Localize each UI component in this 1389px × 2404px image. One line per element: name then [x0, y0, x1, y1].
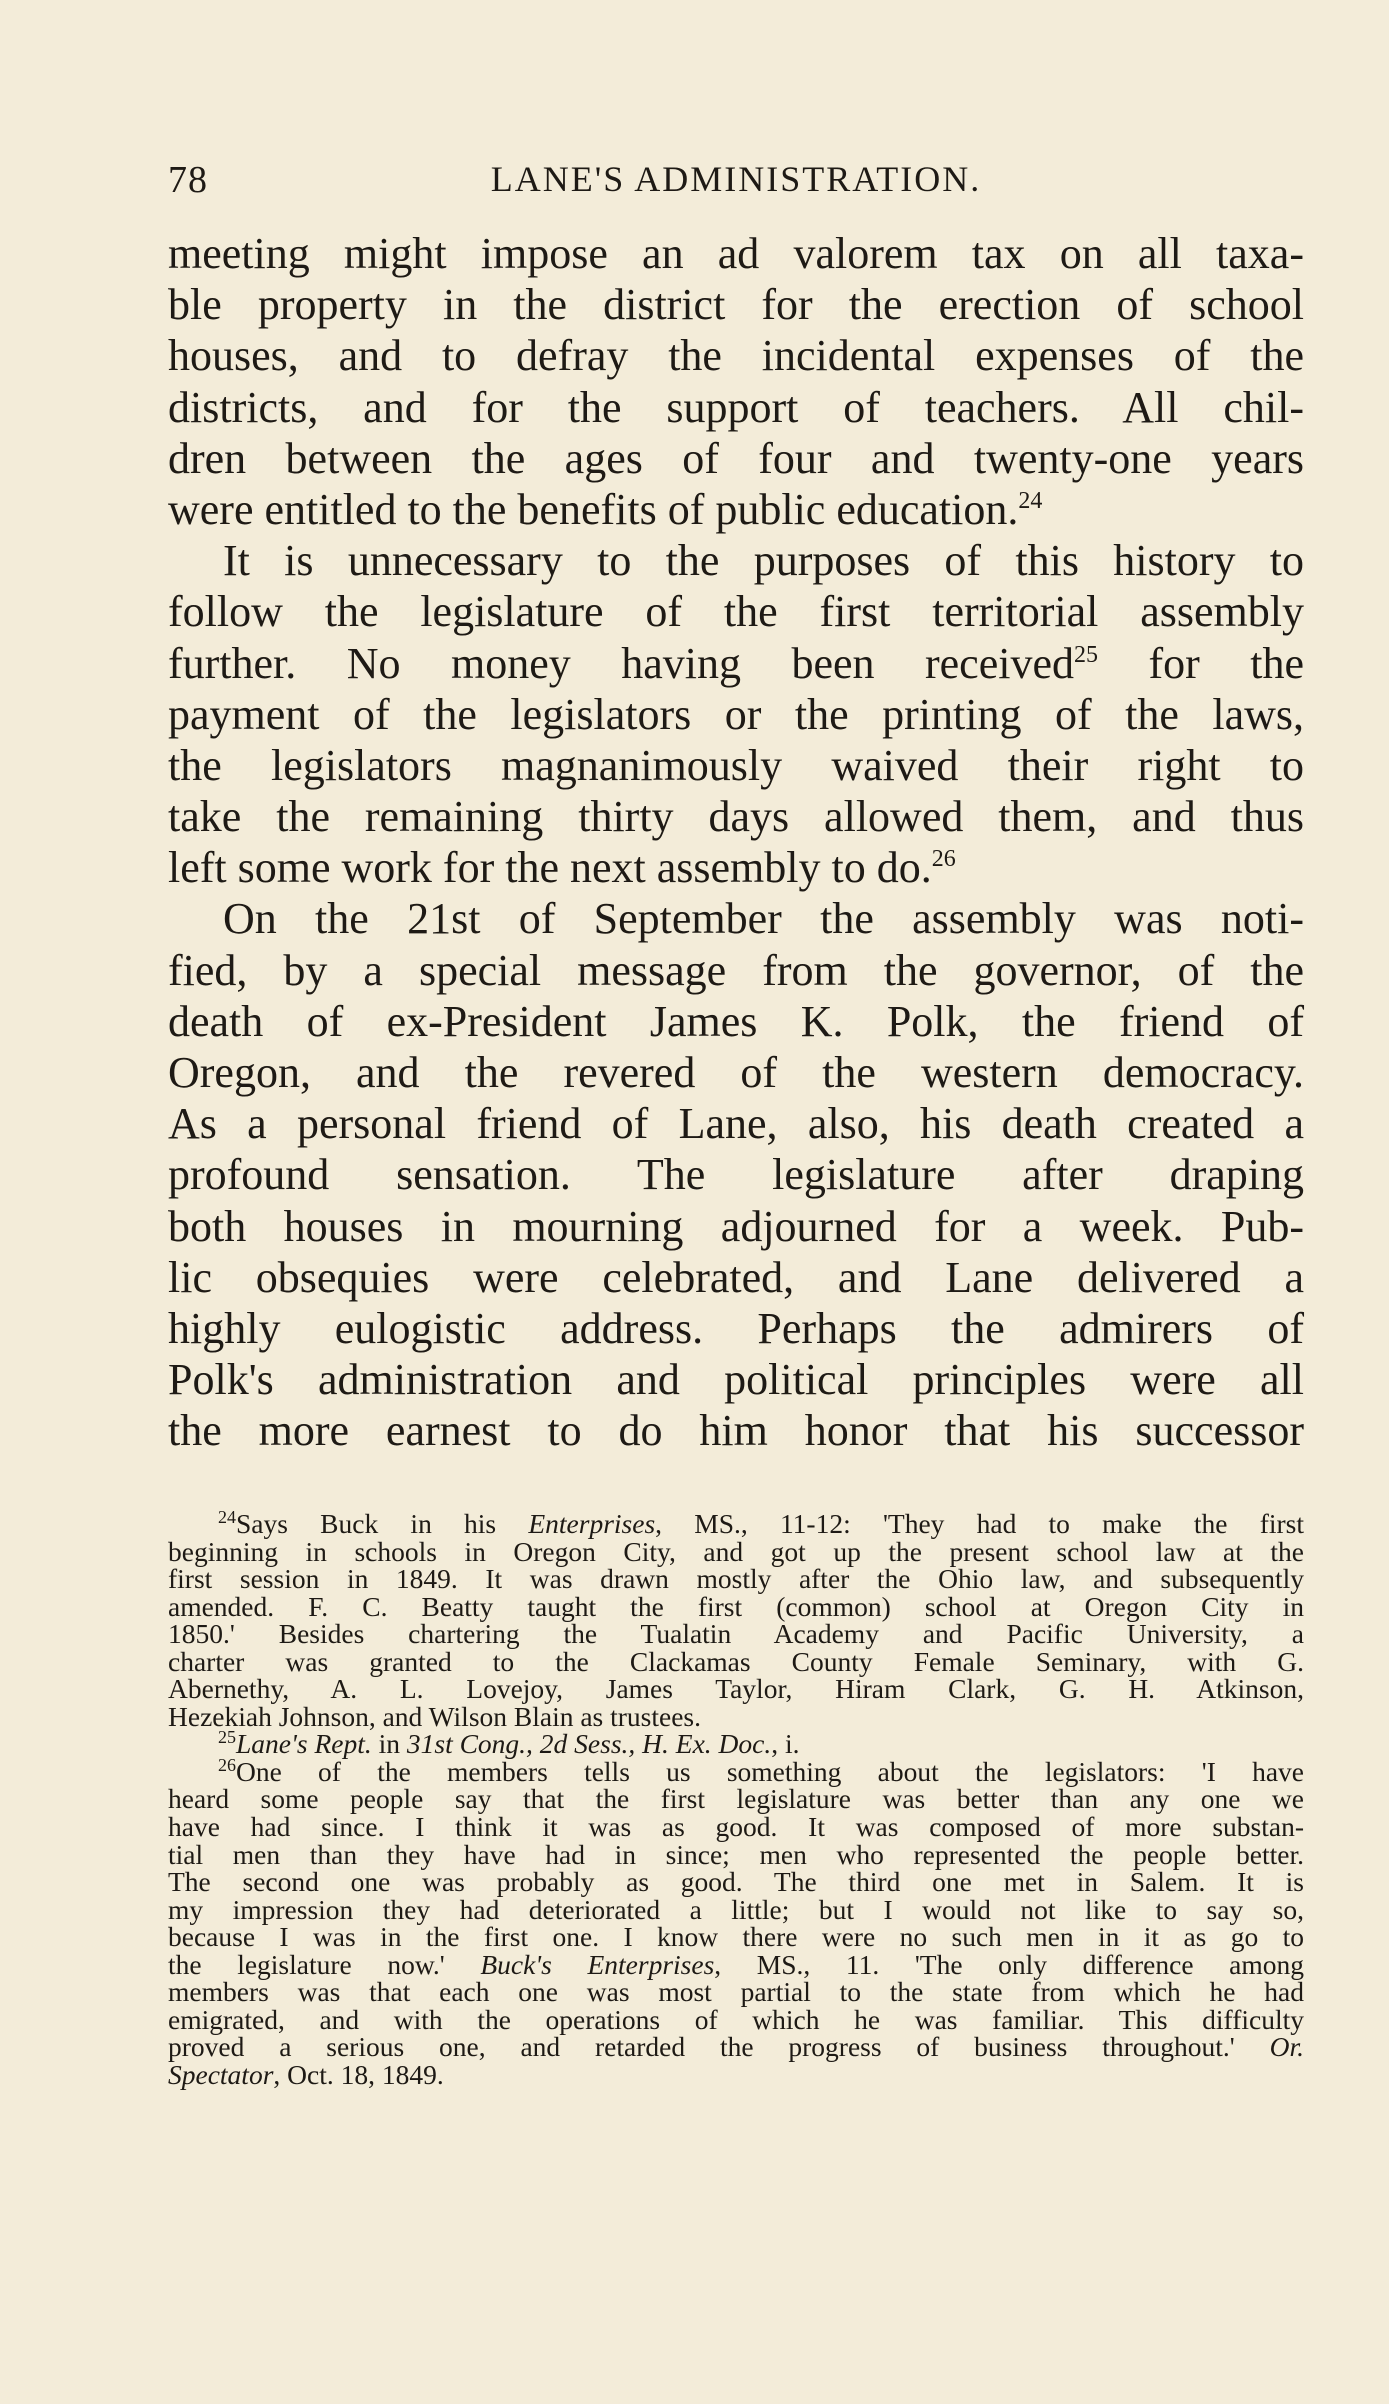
- body-line: [168, 842, 1304, 893]
- footnote-24-line: charter was granted to the Clackamas County Female Seminary, with G.: [168, 1645, 1304, 1677]
- footnote-25-line: [168, 1727, 1304, 1760]
- body-line: take the remaining thirty days allowed them, and thus: [168, 792, 1304, 842]
- footnote-26-line: emigrated, and with the operations of which he was familiar. This difficulty: [168, 2003, 1304, 2035]
- body-line: On the 21st of September the assembly was noti-: [223, 894, 1304, 944]
- footnote-26-line: tial men than they have had in since; men who represented the people better.: [168, 1838, 1304, 1870]
- body-line-text: were entitled to the benefits of public education.: [168, 484, 1019, 534]
- footnotes: [168, 1507, 1305, 2090]
- body-line: It is unnecessary to the purposes of this history to: [223, 536, 1304, 586]
- body-line: houses, and to defray the incidental expenses of the: [168, 331, 1304, 381]
- body-line: Oregon, and the revered of the western democracy.: [168, 1048, 1304, 1097]
- footnote-26-line: heard some people say that the first legislature was better than any one we: [168, 1783, 1304, 1815]
- footnote-26-line: members was that each one was most partial to the state from which he had: [168, 1976, 1304, 2008]
- footnote-26-line: [168, 2058, 1304, 2090]
- footnote-number: 25: [218, 1727, 236, 1748]
- footnote-26-line: [168, 2033, 1304, 2061]
- page-number: 78: [168, 159, 208, 201]
- running-head: LANE'S ADMINISTRATION.: [490, 159, 982, 199]
- footnote-text: proved a serious one, and retarded the progress of business throughout.': [168, 2031, 1270, 2063]
- footnote-citation: Enterprises: [528, 1508, 656, 1539]
- body-line-text: left some work for the next assembly to do.: [168, 843, 932, 893]
- footnote-text: , MS., 11. 'The only difference among: [714, 1948, 1304, 1980]
- footnote-26-line: [168, 1754, 1304, 1787]
- body-line: [168, 484, 1304, 535]
- footnote-ref-24[interactable]: 24: [1018, 487, 1043, 514]
- body-line: profound sensation. The legislature after draping: [168, 1150, 1304, 1200]
- footnote-ref-25[interactable]: 25: [1074, 641, 1098, 668]
- body-line: death of ex-President James K. Polk, the friend of: [168, 996, 1304, 1046]
- footnote-text: , i.: [771, 1728, 800, 1760]
- footnote-text: Says Buck in his: [236, 1508, 529, 1539]
- body-line: districts, and for the support of teachers. All chil-: [168, 382, 1304, 432]
- footnote-citation: Spectator: [168, 2058, 274, 2090]
- body-line: meeting might impose an ad valorem tax on all taxa-: [168, 229, 1304, 278]
- footnote-citation: 31st Cong., 2d Sess., H. Ex. Doc.: [406, 1728, 772, 1760]
- page-header: [168, 158, 1304, 208]
- footnote-24-line: 1850.' Besides chartering the Tualatin Academy and Pacific University, a: [168, 1618, 1304, 1650]
- footnote-text: in: [371, 1728, 407, 1760]
- body-text: [168, 228, 1304, 1457]
- body-line: dren between the ages of four and twenty-one years: [168, 433, 1304, 483]
- body-line: follow the legislature of the first territorial assembly: [168, 587, 1304, 637]
- footnote-number: 26: [218, 1754, 236, 1775]
- body-line-text: further. No money having been received: [168, 638, 1074, 688]
- footnote-text: the legislature now.': [168, 1948, 481, 1980]
- footnote-26-line: [168, 1948, 1304, 1980]
- body-line: As a personal friend of Lane, also, his death created a: [168, 1099, 1304, 1149]
- footnote-citation: Lane's Rept.: [236, 1728, 372, 1760]
- footnote-24-line: beginning in schools in Oregon City, and got up the present school law at the: [168, 1535, 1304, 1567]
- footnote-ref-26[interactable]: 26: [931, 846, 956, 873]
- footnote-26-line: The second one was probably as good. The third one met in Salem. It is: [168, 1866, 1304, 1898]
- body-line: [168, 638, 1304, 689]
- footnote-text: , Oct. 18, 1849.: [273, 2058, 444, 2090]
- body-line: highly eulogistic address. Perhaps the admirers of: [168, 1303, 1304, 1353]
- footnote-24-line: [168, 1507, 1305, 1539]
- body-line-text: for the: [1148, 638, 1305, 688]
- body-line: Polk's administration and political principles were all: [168, 1355, 1304, 1405]
- footnote-citation: Or.: [1269, 2031, 1304, 2063]
- body-line: the legislators magnanimously waived their right to: [168, 740, 1304, 790]
- body-line: ble property in the district for the erection of school: [168, 280, 1304, 330]
- footnote-24-line: Hezekiah Johnson, and Wilson Blain as trustees.: [168, 1700, 702, 1732]
- footnote-24-line: first session in 1849. It was drawn mostly after the Ohio law, and subsequently: [168, 1563, 1304, 1595]
- body-line: lic obsequies were celebrated, and Lane delivered a: [168, 1252, 1304, 1302]
- footnote-text: , MS., 11-12: 'They had to make the first: [655, 1508, 1305, 1539]
- footnote-26-line: my impression they had deteriorated a little; but I would not like to say so,: [168, 1893, 1304, 1925]
- footnote-24-line: Abernethy, A. L. Lovejoy, James Taylor, Hiram Clark, G. H. Atkinson,: [168, 1673, 1304, 1705]
- footnote-number: 24: [218, 1507, 236, 1527]
- footnote-26-line: because I was in the first one. I know there were no such men in it as go to: [168, 1921, 1304, 1953]
- body-line: fied, by a special message from the governor, of the: [168, 945, 1304, 995]
- body-line: the more earnest to do him honor that his successor: [168, 1406, 1304, 1456]
- body-line: payment of the legislators or the printing of the laws,: [168, 689, 1304, 739]
- footnote-text: One of the members tells us something about the legislators: 'I have: [236, 1755, 1304, 1787]
- footnote-26-line: have had since. I think it was as good. It was composed of more substan-: [168, 1811, 1304, 1843]
- footnote-24-line: amended. F. C. Beatty taught the first (common) school at Oregon City in: [168, 1590, 1304, 1622]
- body-line: both houses in mourning adjourned for a week. Pub-: [168, 1201, 1304, 1251]
- footnote-citation: Buck's Enterprises: [480, 1948, 715, 1980]
